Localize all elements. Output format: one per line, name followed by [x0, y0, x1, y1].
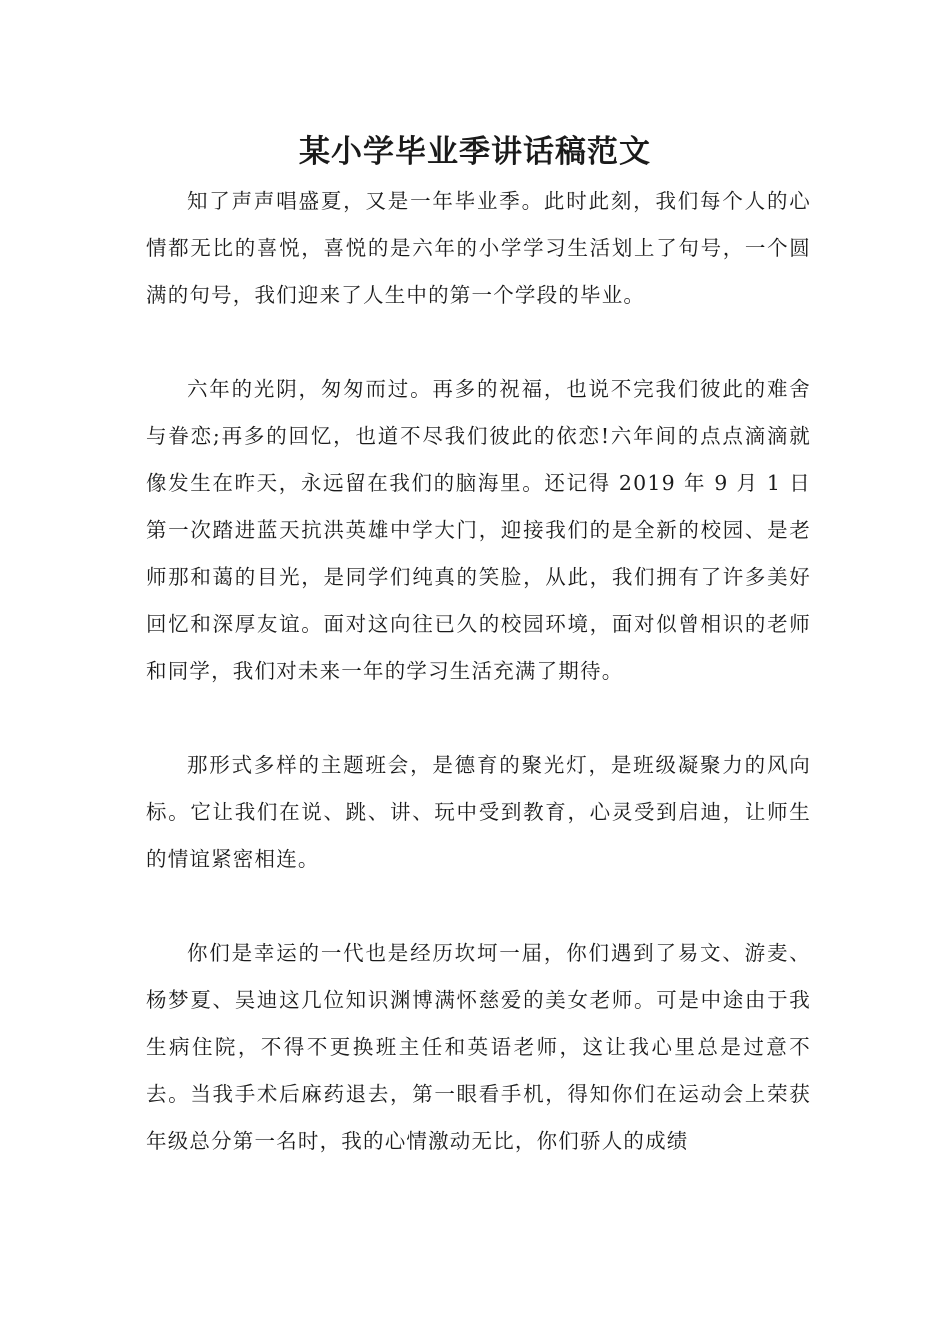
paragraph: 你们是幸运的一代也是经历坎坷一届，你们遇到了易文、游麦、杨梦夏、吴迪这几位知识渊博满怀慈爱的美女老师。可是中途由于我生病住院，不得不更换班主任和英语老师，这让我心里总是过意不去。当我手术后麻药退去，第一眼看手机，得知你们在运动会上荣获年级总分第一名时，我的心情激动无比，你们骄人的成绩 [146, 941, 811, 1153]
paragraph: 那形式多样的主题班会，是德育的聚光灯，是班级凝聚力的风向标。它让我们在说、跳、讲、玩中受到教育，心灵受到启迪，让师生的情谊紧密相连。 [146, 753, 811, 871]
paragraph: 知了声声唱盛夏，又是一年毕业季。此时此刻，我们每个人的心情都无比的喜悦，喜悦的是六年的小学学习生活划上了句号，一个圆满的句号，我们迎来了人生中的第一个学段的毕业。 [146, 189, 811, 307]
document-title: 某小学毕业季讲话稿范文 [299, 134, 651, 170]
paragraph: 六年的光阴，匆匆而过。再多的祝福，也说不完我们彼此的难舍与眷恋;再多的回忆，也道不尽我们彼此的依恋!六年间的点点滴滴就像发生在昨天，永远留在我们的脑海里。还记得 2019 年 9 月 1 日第一次踏进蓝天抗洪英雄中学大门，迎接我们的是全新的校园、是老师那和蔼的目光，是同学们纯真的笑脸，从此，我们拥有了许多美好回忆和深厚友谊。面对这向往已久的校园环境，面对似曾相识的老师和同学，我们对未来一年的学习生活充满了期待。 [146, 377, 811, 683]
document-body [146, 178, 811, 1165]
